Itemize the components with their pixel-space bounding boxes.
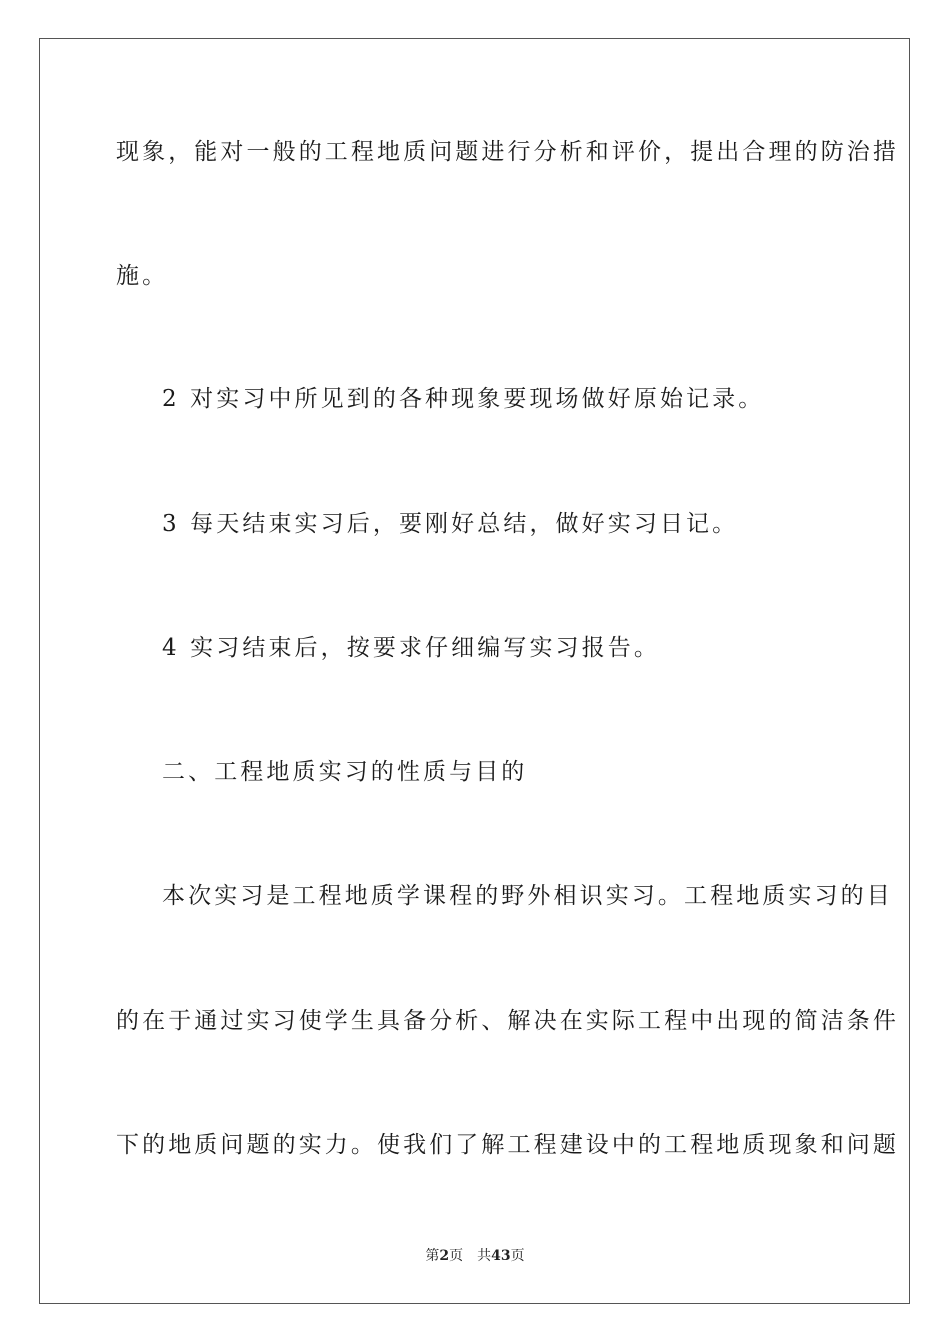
total-prefix: 共 <box>477 1248 492 1264</box>
body-line-2: 施。 <box>116 263 169 289</box>
total-pages: 43 <box>491 1248 511 1264</box>
page-border <box>39 38 910 1304</box>
body-line-3: 本次实习是工程地质学课程的野外相识实习。工程地质实习的目 <box>162 883 893 909</box>
total-suffix: 页 <box>510 1248 525 1264</box>
section-heading: 二、工程地质实习的性质与目的 <box>162 759 528 785</box>
page-number: 2 <box>439 1248 450 1264</box>
list-item-2: 2 对实习中所见到的各种现象要现场做好原始记录。 <box>162 386 765 412</box>
page-suffix: 页 <box>449 1248 464 1264</box>
body-line-1: 现象，能对一般的工程地质问题进行分析和评价，提出合理的防治措 <box>116 139 899 165</box>
body-line-4: 的在于通过实习使学生具备分析、解决在实际工程中出现的简洁条件 <box>116 1008 899 1034</box>
page-footer <box>0 1247 950 1265</box>
page-prefix: 第 <box>425 1248 440 1264</box>
list-item-4: 4 实习结束后，按要求仔细编写实习报告。 <box>162 635 660 661</box>
body-line-5: 下的地质问题的实力。使我们了解工程建设中的工程地质现象和问题 <box>116 1132 899 1158</box>
list-item-3: 3 每天结束实习后，要刚好总结，做好实习日记。 <box>162 511 739 537</box>
